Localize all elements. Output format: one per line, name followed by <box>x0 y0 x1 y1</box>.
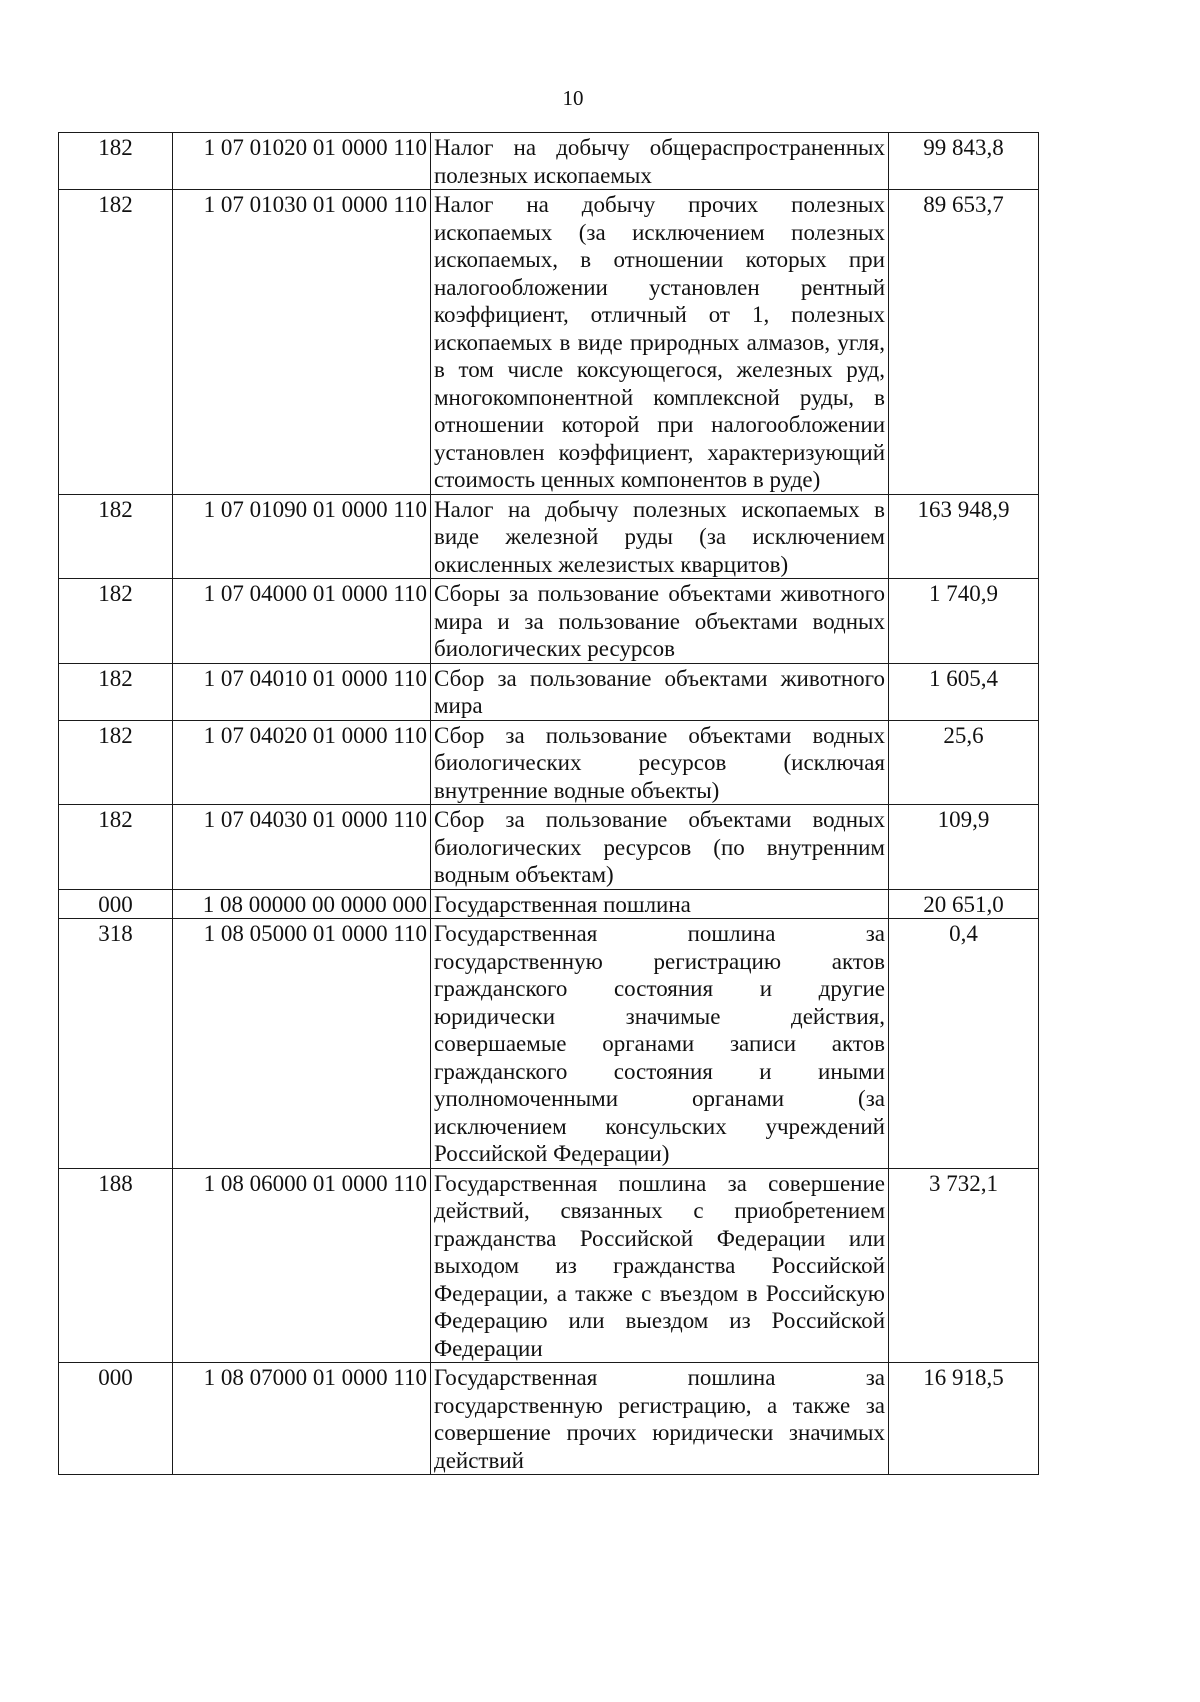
revenue-name-cell: Налог на добычу прочих полезных ископаемых (за исключением полезных ископаемых, в отношении которых при налогообложении установлен рентный коэффициент, отличный от 1, полезных ископаемых в виде природных алмазов, угля, в том числе коксующегося, железных руд, многокомпонентной комплексной руды, в отношении которой при налогообложении установлен коэффициент, характеризующий стоимость ценных компонентов в руде) <box>431 190 889 495</box>
amount-cell: 1 605,4 <box>889 663 1039 720</box>
revenue-name-cell: Государственная пошлина за совершение действий, связанных с приобретением гражданства Российской Федерации или выходом из гражданства Российской Федерации, а также с въездом в Российскую Федерацию или выездом из Российской Федерации <box>431 1168 889 1363</box>
amount-cell: 25,6 <box>889 720 1039 805</box>
amount-cell: 89 653,7 <box>889 190 1039 495</box>
revenue-name-cell: Сборы за пользование объектами животного мира и за пользование объектами водных биологических ресурсов <box>431 579 889 664</box>
revenue-table <box>58 132 1039 1475</box>
budget-code-cell: 1 07 01030 01 0000 110 <box>173 190 431 495</box>
budget-code-cell: 1 08 07000 01 0000 110 <box>173 1363 431 1475</box>
page-number: 10 <box>562 86 584 110</box>
admin-code-cell: 000 <box>59 889 173 919</box>
budget-code-cell: 1 08 05000 01 0000 110 <box>173 919 431 1169</box>
admin-code-cell: 000 <box>59 1363 173 1475</box>
admin-code-cell: 182 <box>59 720 173 805</box>
table-row <box>59 1168 1039 1363</box>
amount-cell: 109,9 <box>889 805 1039 890</box>
revenue-name-cell: Государственная пошлина <box>431 889 889 919</box>
admin-code-cell: 182 <box>59 190 173 495</box>
table-row <box>59 919 1039 1169</box>
budget-code-cell: 1 07 01090 01 0000 110 <box>173 494 431 579</box>
revenue-name-cell: Налог на добычу полезных ископаемых в виде железной руды (за исключением окисленных железистых кварцитов) <box>431 494 889 579</box>
admin-code-cell: 182 <box>59 494 173 579</box>
amount-cell: 163 948,9 <box>889 494 1039 579</box>
admin-code-cell: 182 <box>59 579 173 664</box>
table-row <box>59 720 1039 805</box>
budget-code-cell: 1 08 06000 01 0000 110 <box>173 1168 431 1363</box>
revenue-name-cell: Государственная пошлина за государственную регистрацию актов гражданского состояния и другие юридически значимые действия, совершаемые органами записи актов гражданского состояния и иными уполномоченными органами (за исключением консульских учреждений Российской Федерации) <box>431 919 889 1169</box>
budget-code-cell: 1 07 04030 01 0000 110 <box>173 805 431 890</box>
budget-code-cell: 1 07 04010 01 0000 110 <box>173 663 431 720</box>
admin-code-cell: 318 <box>59 919 173 1169</box>
revenue-name-cell: Сбор за пользование объектами водных биологических ресурсов (исключая внутренние водные объекты) <box>431 720 889 805</box>
budget-code-cell: 1 07 01020 01 0000 110 <box>173 133 431 190</box>
table-row <box>59 1363 1039 1475</box>
table-row <box>59 579 1039 664</box>
admin-code-cell: 182 <box>59 663 173 720</box>
revenue-name-cell: Сбор за пользование объектами водных биологических ресурсов (по внутренним водным объектам) <box>431 805 889 890</box>
admin-code-cell: 182 <box>59 133 173 190</box>
revenue-name-cell: Государственная пошлина за государственную регистрацию, а также за совершение прочих юридически значимых действий <box>431 1363 889 1475</box>
revenue-name-cell: Сбор за пользование объектами животного мира <box>431 663 889 720</box>
amount-cell: 20 651,0 <box>889 889 1039 919</box>
amount-cell: 16 918,5 <box>889 1363 1039 1475</box>
budget-code-cell: 1 07 04000 01 0000 110 <box>173 579 431 664</box>
table-row <box>59 494 1039 579</box>
table-row <box>59 190 1039 495</box>
admin-code-cell: 182 <box>59 805 173 890</box>
admin-code-cell: 188 <box>59 1168 173 1363</box>
budget-code-cell: 1 07 04020 01 0000 110 <box>173 720 431 805</box>
table-row <box>59 133 1039 190</box>
table-row <box>59 805 1039 890</box>
budget-code-cell: 1 08 00000 00 0000 000 <box>173 889 431 919</box>
revenue-name-cell: Налог на добычу общераспространенных полезных ископаемых <box>431 133 889 190</box>
amount-cell: 1 740,9 <box>889 579 1039 664</box>
amount-cell: 99 843,8 <box>889 133 1039 190</box>
table-row <box>59 889 1039 919</box>
amount-cell: 3 732,1 <box>889 1168 1039 1363</box>
table-row <box>59 663 1039 720</box>
amount-cell: 0,4 <box>889 919 1039 1169</box>
